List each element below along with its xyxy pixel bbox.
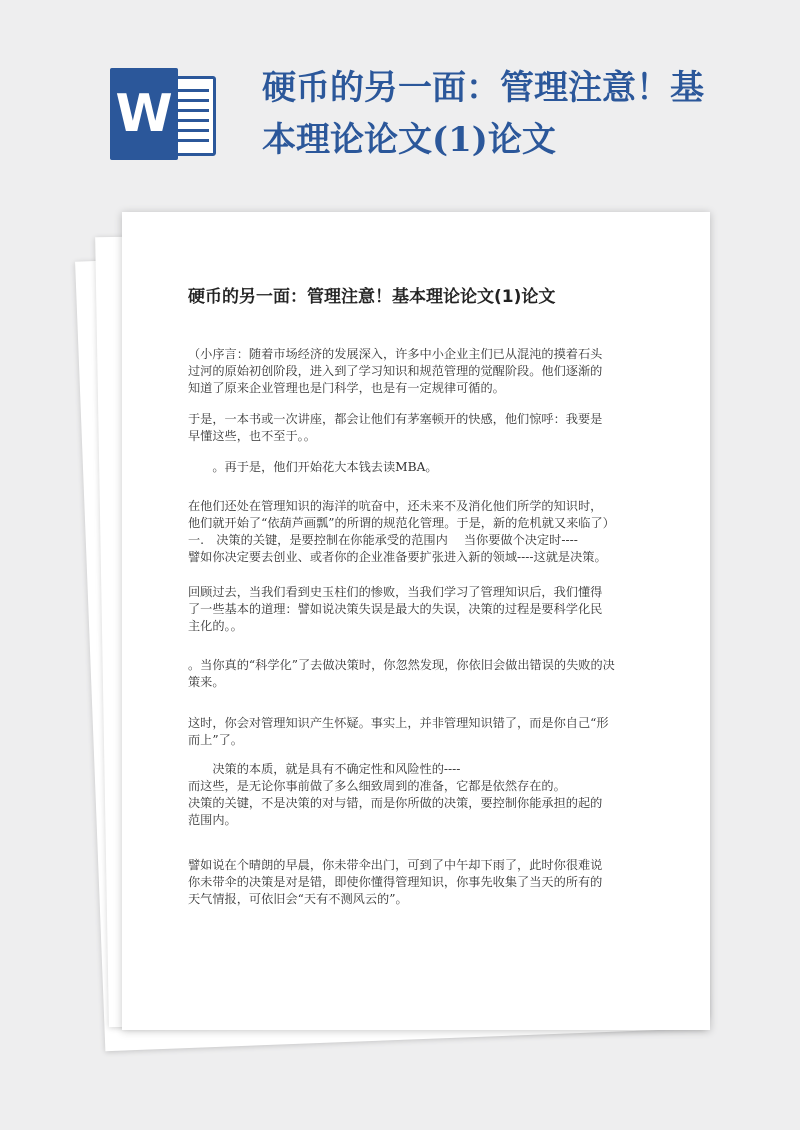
document-page <box>122 212 710 1030</box>
paragraph-line: 了一些基本的道理：譬如说决策失误是最大的失误，决策的过程是要科学化民 <box>188 602 603 616</box>
page-title <box>262 62 732 166</box>
paragraph <box>188 411 646 445</box>
document-title: 硬币的另一面：管理注意！基本理论论文(1)论文 <box>188 287 556 307</box>
paragraph <box>188 584 646 635</box>
paragraph <box>188 459 646 476</box>
paragraph-line: 回顾过去，当我们看到史玉柱们的惨败，当我们学习了管理知识后，我们懂得 <box>188 585 603 599</box>
document-body <box>188 346 646 924</box>
paragraph-line: 。当你真的“科学化”了去做决策时，你忽然发现，你依旧会做出错误的失败的决 <box>188 658 615 672</box>
paragraph-line: 策来。 <box>188 675 225 689</box>
paragraph-line: （小序言：随着市场经济的发展深入，许多中小企业主们已从混沌的摸着石头 <box>188 347 603 361</box>
paragraph-line: 早懂这些，也不至于。。 <box>188 429 316 443</box>
paragraph-line: 天气情报，可依旧会“天有不测风云的”。 <box>188 892 408 906</box>
paragraph-line: 一. 决策的关键，是要控制在你能承受的范围内 当你要做个决定时---- <box>188 533 578 547</box>
paragraph-line: 这时，你会对管理知识产生怀疑。事实上，并非管理知识错了，而是你自己“形 <box>188 716 609 730</box>
paragraph-line: 于是，一本书或一次讲座，都会让他们有茅塞顿开的快感，他们惊呼：我要是 <box>188 412 603 426</box>
paragraph <box>188 761 646 829</box>
paragraph <box>188 715 646 749</box>
paragraph-line: 譬如说在个晴朗的早晨，你未带伞出门，可到了中午却下雨了，此时你很难说 <box>188 858 603 872</box>
paragraph <box>188 498 646 566</box>
paragraph <box>188 346 646 397</box>
paragraph-line: 你未带伞的决策是对是错，即使你懂得管理知识，你事先收集了当天的所有的 <box>188 875 603 889</box>
paragraph-line: 而上”了。 <box>188 733 243 747</box>
paragraph-line: 他们就开始了“依葫芦画瓢”的所谓的规范化管理。于是，新的危机就又来临了） <box>188 516 615 530</box>
paragraph-line: 知道了原来企业管理也是门科学，也是有一定规律可循的。 <box>188 381 505 395</box>
word-badge: W <box>110 68 178 160</box>
paragraph-line: 决策的本质，就是具有不确定性和风险性的---- <box>188 762 461 776</box>
paragraph-line: 范围内。 <box>188 813 237 827</box>
title-line-2: 本理论论文(1)论文 <box>262 120 556 160</box>
paragraph-line: 主化的。。 <box>188 619 243 633</box>
paragraph <box>188 857 646 908</box>
paragraph <box>188 657 646 691</box>
paragraph-line: 。再于是，他们开始花大本钱去读MBA。 <box>188 460 438 474</box>
paragraph-line: 决策的关键，不是决策的对与错，而是你所做的决策，要控制你能承担的起的 <box>188 796 603 810</box>
paragraph-line: 而这些，是无论你事前做了多么细致周到的准备，它都是依然存在的。 <box>188 779 566 793</box>
word-icon <box>110 68 218 160</box>
paragraph-line: 过河的原始初创阶段，进入到了学习知识和规范管理的觉醒阶段。他们逐渐的 <box>188 364 603 378</box>
paragraph-line: 在他们还处在管理知识的海洋的吭奋中，还未来不及消化他们所学的知识时， <box>188 499 603 513</box>
paragraph-line: 譬如你决定要去创业、或者你的企业准备要扩张进入新的领域----这就是决策。 <box>188 550 607 564</box>
title-line-1: 硬币的另一面：管理注意！基 <box>262 68 704 108</box>
